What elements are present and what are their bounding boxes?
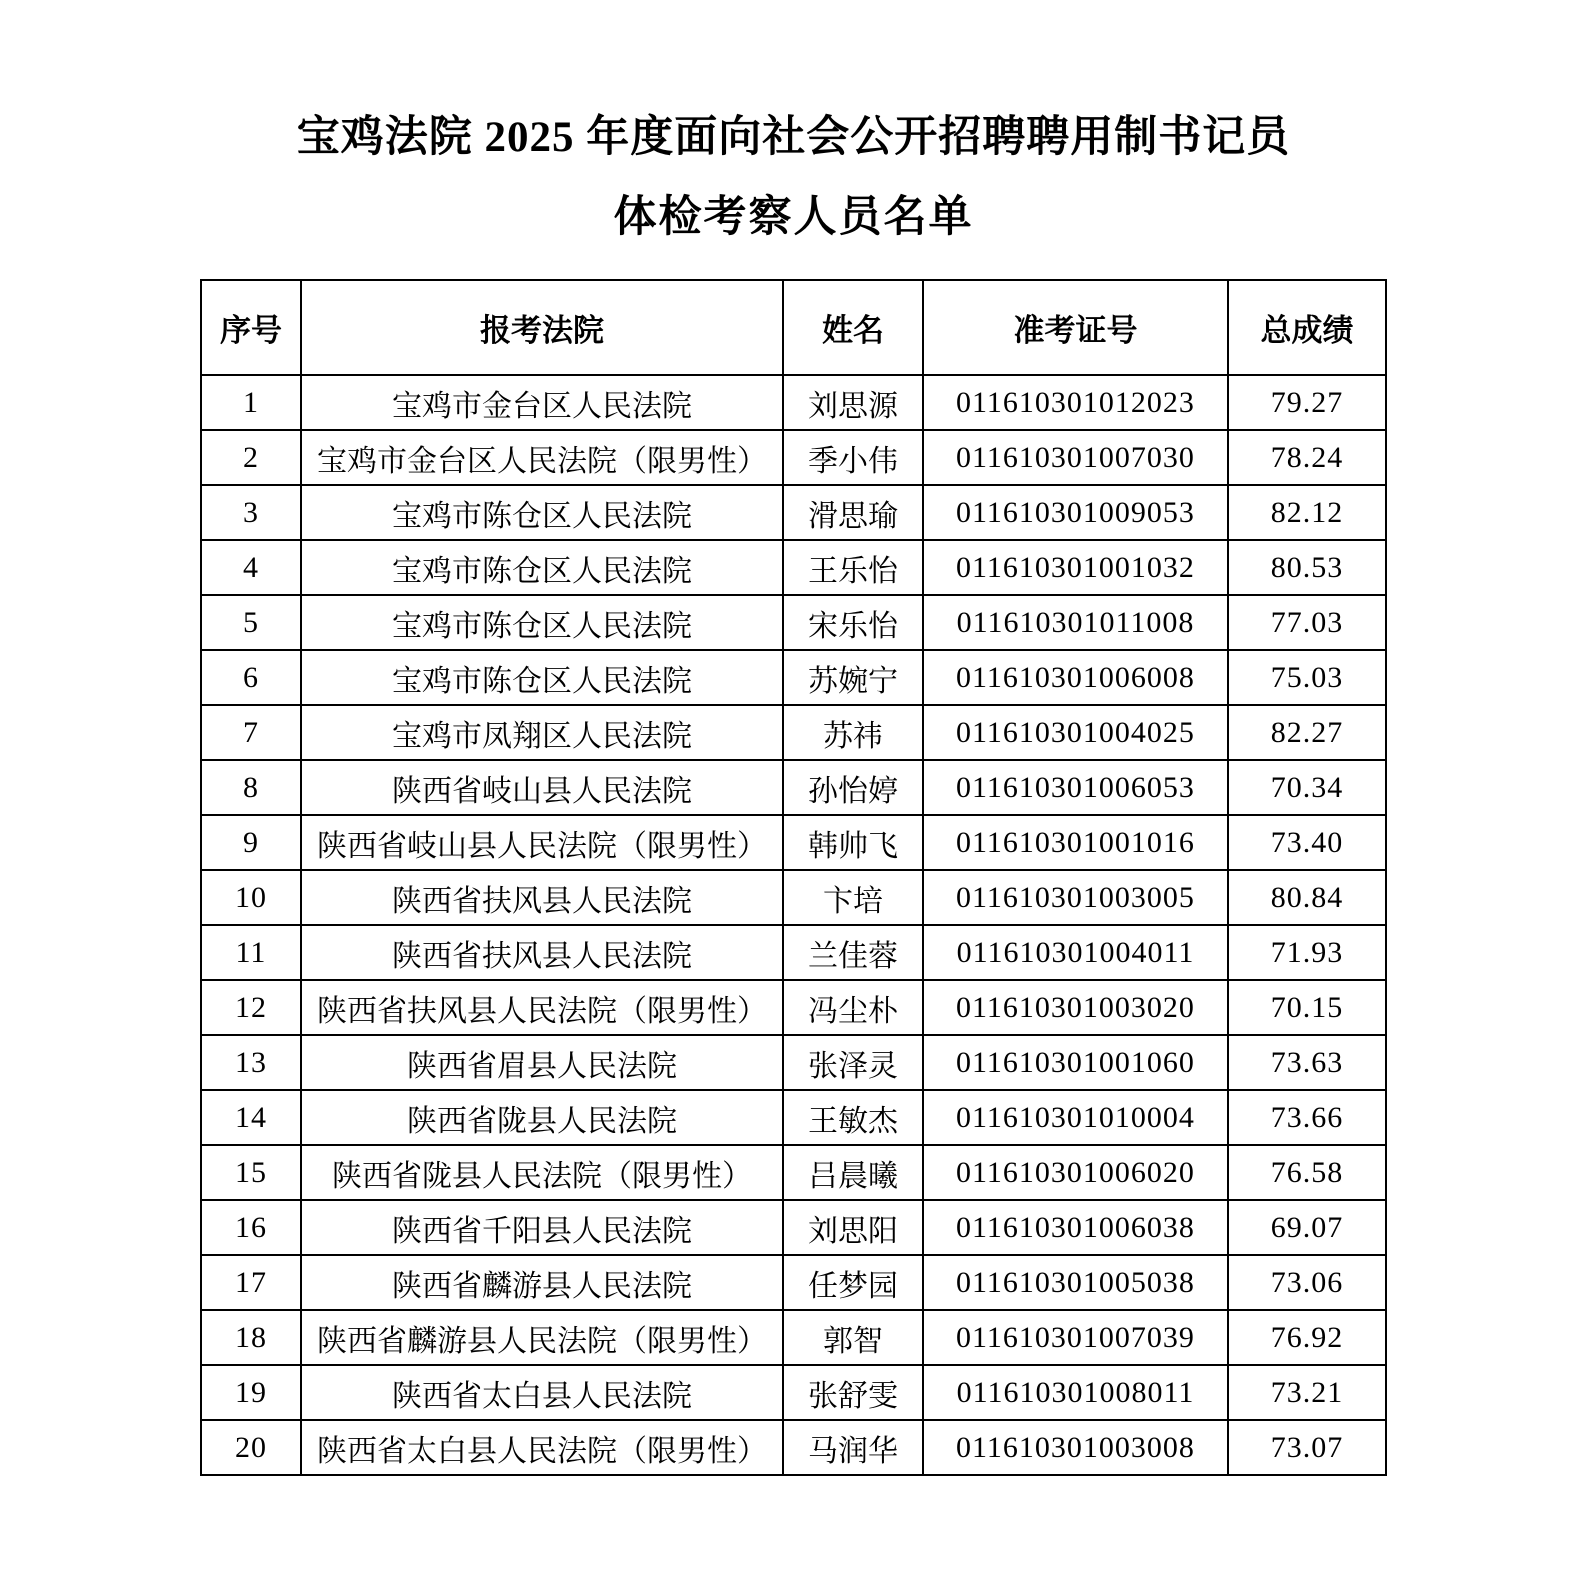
table-cell-score: 73.40 xyxy=(1228,815,1386,870)
column-header-index: 序号 xyxy=(201,280,301,375)
table-cell-index: 7 xyxy=(201,705,301,760)
table-cell-score: 82.27 xyxy=(1228,705,1386,760)
table-cell-index: 18 xyxy=(201,1310,301,1365)
table-cell-ticket: 011610301001032 xyxy=(923,540,1228,595)
table-cell-court: 宝鸡市陈仓区人民法院 xyxy=(301,540,783,595)
table-cell-court: 陕西省麟游县人民法院（限男性） xyxy=(301,1310,783,1365)
table-cell-score: 73.06 xyxy=(1228,1255,1386,1310)
table-header-row xyxy=(201,280,1386,375)
table-cell-index: 4 xyxy=(201,540,301,595)
table-cell-court: 陕西省扶风县人民法院 xyxy=(301,870,783,925)
table-cell-name: 卞培 xyxy=(783,870,923,925)
table-cell-court: 陕西省太白县人民法院（限男性） xyxy=(301,1420,783,1475)
table-cell-ticket: 011610301008011 xyxy=(923,1365,1228,1420)
table-cell-name: 兰佳蓉 xyxy=(783,925,923,980)
table-cell-index: 11 xyxy=(201,925,301,980)
table-cell-index: 2 xyxy=(201,430,301,485)
table-cell-ticket: 011610301003020 xyxy=(923,980,1228,1035)
table-cell-score: 77.03 xyxy=(1228,595,1386,650)
table-cell-court: 陕西省眉县人民法院 xyxy=(301,1035,783,1090)
table-cell-ticket: 011610301011008 xyxy=(923,595,1228,650)
table-row xyxy=(201,650,1386,705)
table-cell-index: 10 xyxy=(201,870,301,925)
table-cell-court: 陕西省千阳县人民法院 xyxy=(301,1200,783,1255)
table-cell-court: 陕西省陇县人民法院 xyxy=(301,1090,783,1145)
column-header-court: 报考法院 xyxy=(301,280,783,375)
table-row xyxy=(201,1145,1386,1200)
table-cell-score: 73.66 xyxy=(1228,1090,1386,1145)
table-cell-ticket: 011610301006020 xyxy=(923,1145,1228,1200)
table-cell-index: 3 xyxy=(201,485,301,540)
table-cell-ticket: 011610301007030 xyxy=(923,430,1228,485)
table-cell-index: 15 xyxy=(201,1145,301,1200)
table-cell-score: 80.53 xyxy=(1228,540,1386,595)
table-cell-name: 马润华 xyxy=(783,1420,923,1475)
column-header-name: 姓名 xyxy=(783,280,923,375)
table-cell-ticket: 011610301009053 xyxy=(923,485,1228,540)
table-cell-index: 1 xyxy=(201,375,301,430)
table-cell-index: 20 xyxy=(201,1420,301,1475)
table-cell-name: 张舒雯 xyxy=(783,1365,923,1420)
table-cell-name: 冯尘朴 xyxy=(783,980,923,1035)
table-cell-ticket: 011610301004011 xyxy=(923,925,1228,980)
table-cell-ticket: 011610301001060 xyxy=(923,1035,1228,1090)
table-cell-score: 75.03 xyxy=(1228,650,1386,705)
table-cell-name: 张泽灵 xyxy=(783,1035,923,1090)
table-cell-score: 76.92 xyxy=(1228,1310,1386,1365)
table-cell-name: 吕晨曦 xyxy=(783,1145,923,1200)
table-cell-index: 5 xyxy=(201,595,301,650)
table-cell-ticket: 011610301010004 xyxy=(923,1090,1228,1145)
table-cell-ticket: 011610301003008 xyxy=(923,1420,1228,1475)
personnel-roster-table xyxy=(200,279,1387,1476)
table-row xyxy=(201,815,1386,870)
table-cell-ticket: 011610301006053 xyxy=(923,760,1228,815)
table-cell-court: 陕西省太白县人民法院 xyxy=(301,1365,783,1420)
table-row xyxy=(201,980,1386,1035)
table-cell-index: 16 xyxy=(201,1200,301,1255)
table-cell-index: 13 xyxy=(201,1035,301,1090)
table-cell-name: 任梦园 xyxy=(783,1255,923,1310)
table-cell-court: 陕西省陇县人民法院（限男性） xyxy=(301,1145,783,1200)
table-row xyxy=(201,595,1386,650)
table-cell-score: 76.58 xyxy=(1228,1145,1386,1200)
table-row xyxy=(201,1255,1386,1310)
table-cell-ticket: 011610301004025 xyxy=(923,705,1228,760)
table-cell-name: 宋乐怡 xyxy=(783,595,923,650)
table-cell-index: 12 xyxy=(201,980,301,1035)
table-cell-ticket: 011610301006038 xyxy=(923,1200,1228,1255)
table-row xyxy=(201,705,1386,760)
table-cell-index: 9 xyxy=(201,815,301,870)
table-row xyxy=(201,485,1386,540)
table-cell-court: 宝鸡市陈仓区人民法院 xyxy=(301,650,783,705)
table-cell-index: 17 xyxy=(201,1255,301,1310)
table-row xyxy=(201,870,1386,925)
table-cell-score: 79.27 xyxy=(1228,375,1386,430)
document-title-line1: 宝鸡法院 2025 年度面向社会公开招聘聘用制书记员 xyxy=(296,114,1291,161)
table-cell-court: 宝鸡市陈仓区人民法院 xyxy=(301,485,783,540)
table-cell-ticket: 011610301005038 xyxy=(923,1255,1228,1310)
table-cell-court: 陕西省岐山县人民法院（限男性） xyxy=(301,815,783,870)
table-row xyxy=(201,1200,1386,1255)
table-cell-court: 陕西省扶风县人民法院（限男性） xyxy=(301,980,783,1035)
table-cell-court: 宝鸡市金台区人民法院（限男性） xyxy=(301,430,783,485)
table-row xyxy=(201,540,1386,595)
table-cell-score: 73.21 xyxy=(1228,1365,1386,1420)
table-cell-index: 19 xyxy=(201,1365,301,1420)
table-cell-court: 陕西省岐山县人民法院 xyxy=(301,760,783,815)
table-cell-court: 陕西省扶风县人民法院 xyxy=(301,925,783,980)
table-cell-ticket: 011610301007039 xyxy=(923,1310,1228,1365)
table-row xyxy=(201,760,1386,815)
table-cell-name: 季小伟 xyxy=(783,430,923,485)
table-cell-index: 14 xyxy=(201,1090,301,1145)
table-cell-index: 6 xyxy=(201,650,301,705)
table-row xyxy=(201,430,1386,485)
table-row xyxy=(201,1310,1386,1365)
column-header-total-score: 总成绩 xyxy=(1228,280,1386,375)
table-row xyxy=(201,1090,1386,1145)
table-cell-court: 陕西省麟游县人民法院 xyxy=(301,1255,783,1310)
column-header-ticket-number: 准考证号 xyxy=(923,280,1228,375)
table-cell-ticket: 011610301001016 xyxy=(923,815,1228,870)
table-cell-score: 73.63 xyxy=(1228,1035,1386,1090)
table-cell-name: 韩帅飞 xyxy=(783,815,923,870)
table-row xyxy=(201,1420,1386,1475)
table-cell-ticket: 011610301012023 xyxy=(923,375,1228,430)
table-row xyxy=(201,925,1386,980)
table-cell-score: 80.84 xyxy=(1228,870,1386,925)
table-cell-name: 刘思源 xyxy=(783,375,923,430)
table-cell-name: 苏婉宁 xyxy=(783,650,923,705)
document-title-line2: 体检考察人员名单 xyxy=(613,193,974,241)
document-title-block xyxy=(0,0,1587,243)
table-cell-name: 孙怡婷 xyxy=(783,760,923,815)
table-cell-score: 73.07 xyxy=(1228,1420,1386,1475)
table-row xyxy=(201,375,1386,430)
table-cell-court: 宝鸡市陈仓区人民法院 xyxy=(301,595,783,650)
table-row xyxy=(201,1035,1386,1090)
table-cell-name: 郭智 xyxy=(783,1310,923,1365)
table-cell-name: 刘思阳 xyxy=(783,1200,923,1255)
table-cell-name: 王乐怡 xyxy=(783,540,923,595)
table-cell-ticket: 011610301003005 xyxy=(923,870,1228,925)
table-cell-score: 71.93 xyxy=(1228,925,1386,980)
table-cell-score: 70.34 xyxy=(1228,760,1386,815)
table-cell-score: 69.07 xyxy=(1228,1200,1386,1255)
table-cell-score: 70.15 xyxy=(1228,980,1386,1035)
table-cell-court: 宝鸡市金台区人民法院 xyxy=(301,375,783,430)
table-cell-name: 王敏杰 xyxy=(783,1090,923,1145)
table-cell-score: 82.12 xyxy=(1228,485,1386,540)
table-cell-name: 滑思瑜 xyxy=(783,485,923,540)
table-cell-index: 8 xyxy=(201,760,301,815)
table-cell-score: 78.24 xyxy=(1228,430,1386,485)
table-row xyxy=(201,1365,1386,1420)
table-cell-ticket: 011610301006008 xyxy=(923,650,1228,705)
table-cell-court: 宝鸡市凤翔区人民法院 xyxy=(301,705,783,760)
table-cell-name: 苏祎 xyxy=(783,705,923,760)
